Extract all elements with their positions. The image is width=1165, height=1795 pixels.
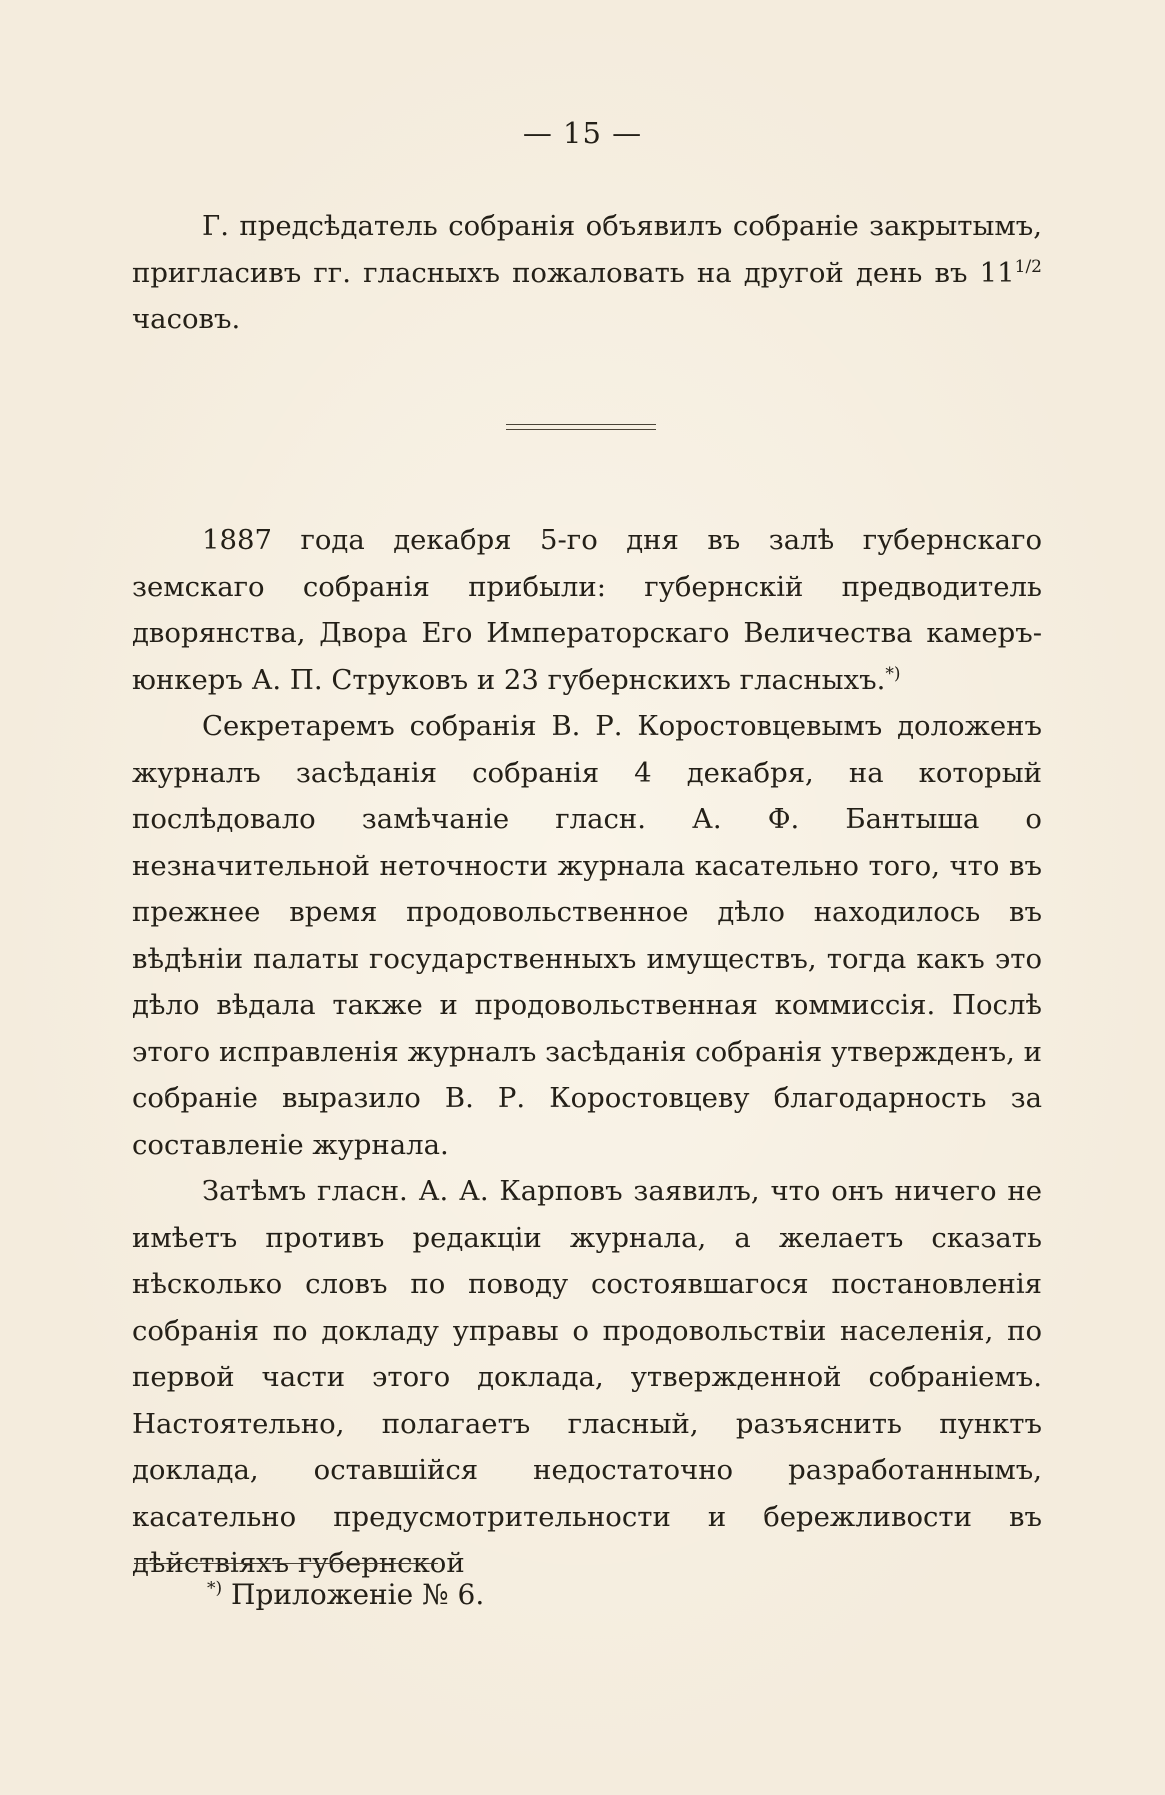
footnote-marker: *) bbox=[207, 1578, 223, 1599]
footnote-reference: *) bbox=[885, 663, 901, 684]
footnote-text: Приложеніе № 6. bbox=[222, 1578, 485, 1611]
closing-paragraph-block bbox=[132, 203, 1042, 343]
footnote-rule bbox=[134, 1563, 438, 1564]
closing-text-end: часовъ. bbox=[132, 303, 241, 335]
session-paragraph-2: Секретаремъ собранія В. Р. Коростовцевымъ доложенъ журналъ засѣданія собранія 4 декабря, на который послѣдовало замѣчаніе гласн. А. Ф. Бантыша о незначительной неточности журнала касательно того, что въ прежнее время продовольственное дѣло находилось въ вѣдѣніи палаты государственныхъ имуществъ, тогда какъ это дѣло вѣдала также и продовольственная коммиссія. Послѣ этого исправленія журналъ засѣданія собранія утвержденъ, и собраніе выразило В. Р. Коростовцеву благодарность за составленіе журнала. bbox=[132, 710, 1042, 1161]
section-divider bbox=[506, 424, 656, 430]
fraction: 1/2 bbox=[1014, 256, 1042, 277]
closing-paragraph bbox=[132, 203, 1042, 343]
session-paragraph-1-text: 1887 года декабря 5-го дня въ залѣ губернскаго земскаго собранія прибыли: губернскій предводитель дворянства, Двора Его Императорскаго Величества камеръ-юнкеръ А. П. Струковъ и 23 губернскихъ гласныхъ. bbox=[132, 524, 1042, 696]
session-paragraph-1 bbox=[132, 517, 1042, 703]
closing-text: Г. предсѣдатель собранія объявилъ собраніе закрытымъ, пригласивъ гг. гласныхъ пожаловать на другой день въ 11 bbox=[132, 210, 1042, 289]
page-number: — 15 — bbox=[522, 116, 643, 150]
session-text-block bbox=[132, 517, 1042, 1587]
session-paragraph-3: Затѣмъ гласн. А. А. Карповъ заявилъ, что онъ ничего не имѣетъ противъ редакціи журнала, а желаетъ сказать нѣсколько словъ по поводу состоявшагося постановленія собранія по докладу управы о продовольствіи населенія, по первой части этого доклада, утвержденной собраніемъ. Настоятельно, полагаетъ гласный, разъяснить пунктъ доклада, оставшійся недостаточно разработаннымъ, касательно предусмотрительности и бережливости въ дѣйствіяхъ губернской bbox=[132, 1175, 1042, 1579]
footnote bbox=[207, 1572, 484, 1618]
